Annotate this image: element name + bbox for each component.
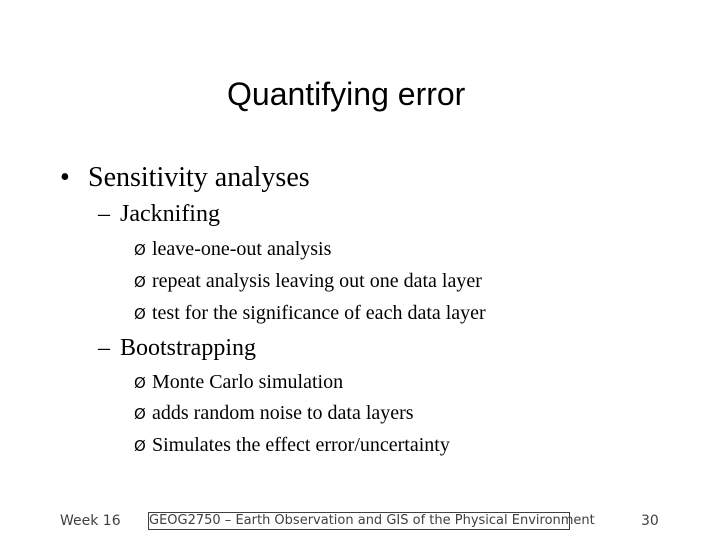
arrow-marker-icon: Ø	[134, 405, 146, 423]
arrow-marker-icon: Ø	[134, 241, 146, 259]
item-text: repeat analysis leaving out one data layer	[152, 270, 482, 292]
bullet-marker: •	[60, 162, 70, 193]
item-repeat-analysis	[134, 268, 482, 295]
footer-course-title: GEOG2750 – Earth Observation and GIS of the Physical Environment	[149, 513, 595, 528]
slide-number: 30	[641, 513, 659, 529]
sub-bullet-text: Jacknifing	[120, 201, 220, 227]
arrow-marker-icon: Ø	[134, 374, 146, 392]
bullet-text: Sensitivity analyses	[88, 162, 310, 193]
item-text: Monte Carlo simulation	[152, 371, 344, 393]
item-monte-carlo	[134, 369, 343, 396]
item-random-noise	[134, 400, 414, 427]
dash-marker: –	[98, 335, 110, 361]
slide-title: Quantifying error	[227, 76, 466, 112]
item-text: leave-one-out analysis	[152, 238, 332, 260]
arrow-marker-icon: Ø	[134, 305, 146, 323]
arrow-marker-icon: Ø	[134, 273, 146, 291]
item-text: adds random noise to data layers	[152, 402, 414, 424]
item-test-significance	[134, 300, 486, 327]
sub-bullet-text: Bootstrapping	[120, 335, 256, 361]
item-text: Simulates the effect error/uncertainty	[152, 434, 450, 456]
dash-marker: –	[98, 201, 110, 227]
item-simulates-effect	[134, 432, 450, 459]
item-leave-one-out	[134, 236, 331, 263]
item-text: test for the significance of each data layer	[152, 302, 486, 324]
sub-bullet-jacknifing	[98, 198, 220, 230]
footer-week: Week 16	[60, 513, 121, 529]
arrow-marker-icon: Ø	[134, 437, 146, 455]
sub-bullet-bootstrapping	[98, 332, 256, 364]
bullet-sensitivity-analyses	[60, 160, 310, 196]
